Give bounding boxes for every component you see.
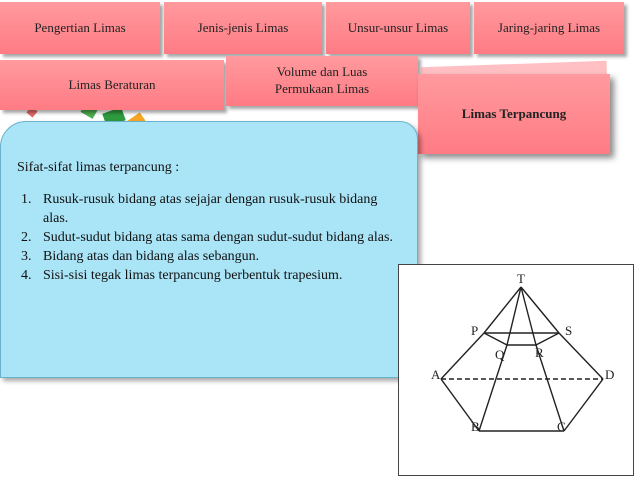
label-d: D	[605, 367, 615, 382]
frustum-diagram	[399, 265, 633, 475]
list-number: 4.	[21, 268, 32, 283]
list-item	[17, 190, 403, 228]
tab-pengertian-limas[interactable]: Pengertian Limas	[0, 2, 160, 54]
tab-jaring-jaring-limas[interactable]: Jaring-jaring Limas	[474, 2, 624, 54]
tab-jenis-jenis-limas[interactable]: Jenis-jenis Limas	[164, 2, 322, 54]
list-text: Rusuk-rusuk bidang atas sejajar dengan rusuk-rusuk bidang alas.	[43, 192, 378, 226]
tab-limas-terpancung[interactable]: Limas Terpancung	[418, 74, 610, 154]
content-panel	[0, 121, 418, 378]
label-c: C	[557, 419, 566, 434]
panel-intro: Sifat-sifat limas terpancung :	[17, 160, 180, 175]
list-item	[17, 228, 403, 247]
label-r: R	[535, 345, 544, 360]
label-a: A	[431, 367, 441, 382]
tab-unsur-unsur-limas[interactable]: Unsur-unsur Limas	[326, 2, 470, 54]
frustum-figure	[398, 264, 634, 476]
list-number: 3.	[21, 249, 32, 264]
list-number: 1.	[21, 192, 32, 207]
list-text: Sudut-sudut bidang atas sama dengan sudut-sudut bidang alas.	[43, 230, 393, 245]
list-item	[17, 266, 403, 285]
label-b: B	[471, 419, 480, 434]
property-list	[17, 190, 403, 285]
label-p: P	[471, 323, 479, 338]
tab-limas-beraturan[interactable]: Limas Beraturan	[0, 60, 224, 110]
label-q: Q	[495, 347, 505, 362]
label-s: S	[565, 323, 573, 338]
list-text: Bidang atas dan bidang alas sebangun.	[43, 249, 260, 264]
list-number: 2.	[21, 230, 32, 245]
label-t: T	[517, 271, 525, 286]
list-text: Sisi-sisi tegak limas terpancung berbentuk trapesium.	[43, 268, 343, 283]
list-item	[17, 247, 403, 266]
tab-volume-dan-luas[interactable]: Volume dan Luas Permukaan Limas	[226, 56, 418, 106]
